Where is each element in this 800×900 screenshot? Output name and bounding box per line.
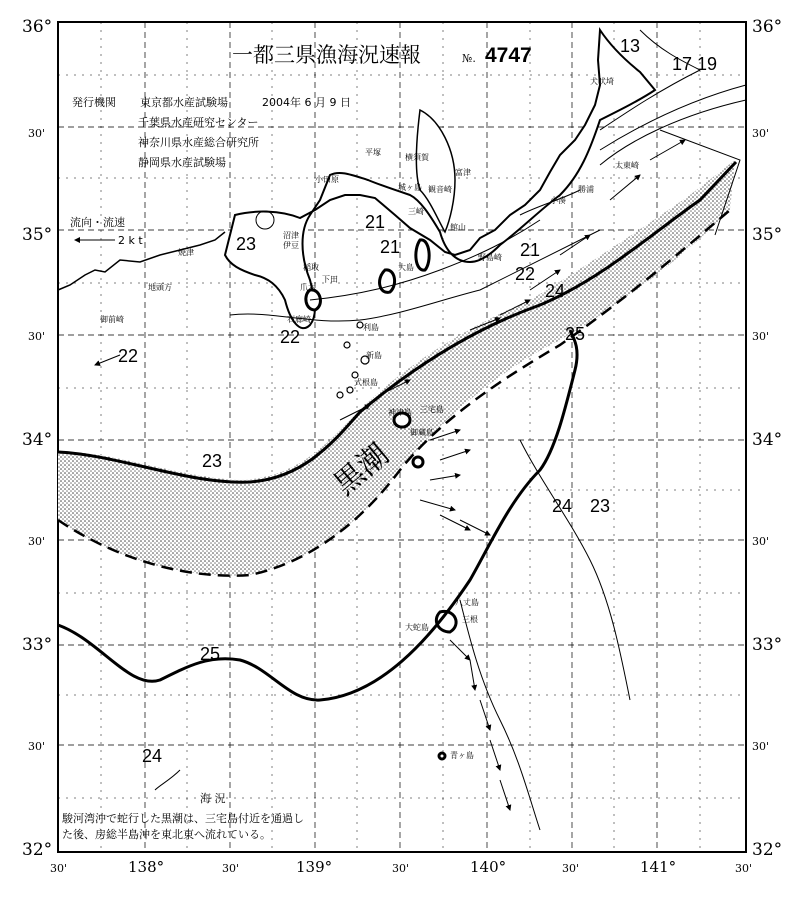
svg-text:22: 22 xyxy=(280,327,301,347)
kuroshio-label: 黒潮 xyxy=(327,437,396,503)
publisher-3: 静岡県水産試験場 xyxy=(138,156,226,169)
svg-text:館山: 館山 xyxy=(450,223,466,232)
svg-text:犬吠埼: 犬吠埼 xyxy=(590,77,614,86)
report-date: 2004年 6 月 9 日 xyxy=(262,96,351,109)
svg-text:22: 22 xyxy=(515,264,536,284)
sea-condition-title: 海 況 xyxy=(200,792,226,805)
svg-text:稲取: 稲取 xyxy=(303,263,319,272)
svg-text:太東崎: 太東崎 xyxy=(615,161,639,170)
svg-text:34°: 34° xyxy=(22,430,53,450)
flow-legend-scale: 2 k t xyxy=(118,234,143,247)
longitude-labels xyxy=(50,858,752,876)
svg-text:33°: 33° xyxy=(752,635,783,655)
svg-text:36°: 36° xyxy=(752,17,783,37)
svg-text:22: 22 xyxy=(118,346,139,366)
svg-text:25: 25 xyxy=(200,644,221,664)
sea-condition-text-2: た後、房総半島沖を東北東へ流れている。 xyxy=(62,828,271,841)
svg-text:30': 30' xyxy=(28,127,46,140)
svg-text:30': 30' xyxy=(392,862,410,875)
svg-text:城ヶ島: 城ヶ島 xyxy=(398,183,422,192)
svg-text:下田: 下田 xyxy=(322,275,338,284)
svg-text:24: 24 xyxy=(545,281,566,301)
svg-text:三宅島: 三宅島 xyxy=(420,405,444,414)
svg-text:観音崎: 観音崎 xyxy=(428,185,452,194)
publisher-1: 千葉県水産研究センター xyxy=(138,116,259,129)
svg-text:大蛇島: 大蛇島 xyxy=(405,623,429,632)
latitude-labels-right xyxy=(752,17,782,860)
publisher-2: 神奈川県水産総合研究所 xyxy=(138,136,259,149)
svg-text:30': 30' xyxy=(752,535,770,548)
svg-text:35°: 35° xyxy=(752,225,783,245)
svg-text:30': 30' xyxy=(28,535,46,548)
svg-text:36°: 36° xyxy=(22,17,53,37)
svg-text:30': 30' xyxy=(28,740,46,753)
svg-text:御蔵島: 御蔵島 xyxy=(410,428,434,437)
svg-text:30': 30' xyxy=(28,330,46,343)
svg-text:八丈島: 八丈島 xyxy=(455,598,479,607)
svg-text:24: 24 xyxy=(142,746,163,766)
svg-text:32°: 32° xyxy=(752,840,783,860)
svg-text:21: 21 xyxy=(520,240,541,260)
svg-text:30': 30' xyxy=(735,862,753,875)
svg-text:利島: 利島 xyxy=(363,323,379,332)
svg-text:35°: 35° xyxy=(22,225,53,245)
svg-text:地頭方: 地頭方 xyxy=(148,283,172,292)
svg-text:30': 30' xyxy=(752,127,770,140)
svg-text:138°: 138° xyxy=(128,858,165,876)
svg-text:富津: 富津 xyxy=(455,168,471,177)
svg-text:23: 23 xyxy=(202,451,223,471)
svg-text:沼津: 沼津 xyxy=(283,231,299,240)
svg-text:青ヶ島: 青ヶ島 xyxy=(450,751,474,760)
svg-text:140°: 140° xyxy=(470,858,507,876)
latitude-labels-left xyxy=(22,17,52,860)
publisher-label: 発行機関 xyxy=(72,96,116,109)
svg-text:30': 30' xyxy=(562,862,580,875)
svg-text:神津島: 神津島 xyxy=(388,408,412,417)
map-title: 一都三県漁海況速報 xyxy=(232,43,421,67)
issue-prefix: №. xyxy=(462,52,476,65)
publisher-0: 東京都水産試験場 xyxy=(140,96,228,109)
svg-text:新島: 新島 xyxy=(366,351,382,360)
svg-text:13: 13 xyxy=(620,36,641,56)
svg-text:17: 17 xyxy=(672,54,693,74)
svg-text:焼津: 焼津 xyxy=(178,248,194,257)
svg-text:御前崎: 御前崎 xyxy=(100,315,124,324)
svg-text:23: 23 xyxy=(590,496,611,516)
svg-text:34°: 34° xyxy=(752,430,783,450)
svg-text:石廊崎: 石廊崎 xyxy=(287,315,311,324)
svg-text:33°: 33° xyxy=(22,635,53,655)
svg-text:23: 23 xyxy=(236,234,257,254)
svg-text:平塚: 平塚 xyxy=(365,148,381,157)
svg-text:小田原: 小田原 xyxy=(315,175,339,184)
svg-text:32°: 32° xyxy=(22,840,53,860)
svg-text:30': 30' xyxy=(222,862,240,875)
svg-text:25: 25 xyxy=(565,324,586,344)
issue-number: 4747 xyxy=(485,44,532,67)
svg-text:爪木: 爪木 xyxy=(300,283,316,292)
svg-text:139°: 139° xyxy=(296,858,333,876)
sea-condition-text-1: 駿河湾沖で蛇行した黒潮は、三宅島付近を通過し xyxy=(62,812,304,825)
svg-text:三崎: 三崎 xyxy=(408,207,424,216)
svg-text:19: 19 xyxy=(697,54,718,74)
svg-text:141°: 141° xyxy=(640,858,677,876)
svg-text:式根島: 式根島 xyxy=(354,378,378,387)
svg-text:30': 30' xyxy=(50,862,68,875)
flow-legend-label: 流向・流速 xyxy=(70,216,125,229)
svg-text:勝浦: 勝浦 xyxy=(578,185,594,194)
svg-text:横須賀: 横須賀 xyxy=(405,153,429,162)
svg-text:30': 30' xyxy=(752,330,770,343)
svg-text:21: 21 xyxy=(380,237,401,257)
svg-text:24: 24 xyxy=(552,496,573,516)
svg-text:30': 30' xyxy=(752,740,770,753)
svg-text:大島: 大島 xyxy=(398,263,414,272)
svg-text:伊豆: 伊豆 xyxy=(283,241,299,250)
svg-text:野島崎: 野島崎 xyxy=(478,253,502,262)
svg-text:三根: 三根 xyxy=(462,615,478,624)
svg-text:21: 21 xyxy=(365,212,386,232)
svg-text:小湊: 小湊 xyxy=(550,196,566,205)
